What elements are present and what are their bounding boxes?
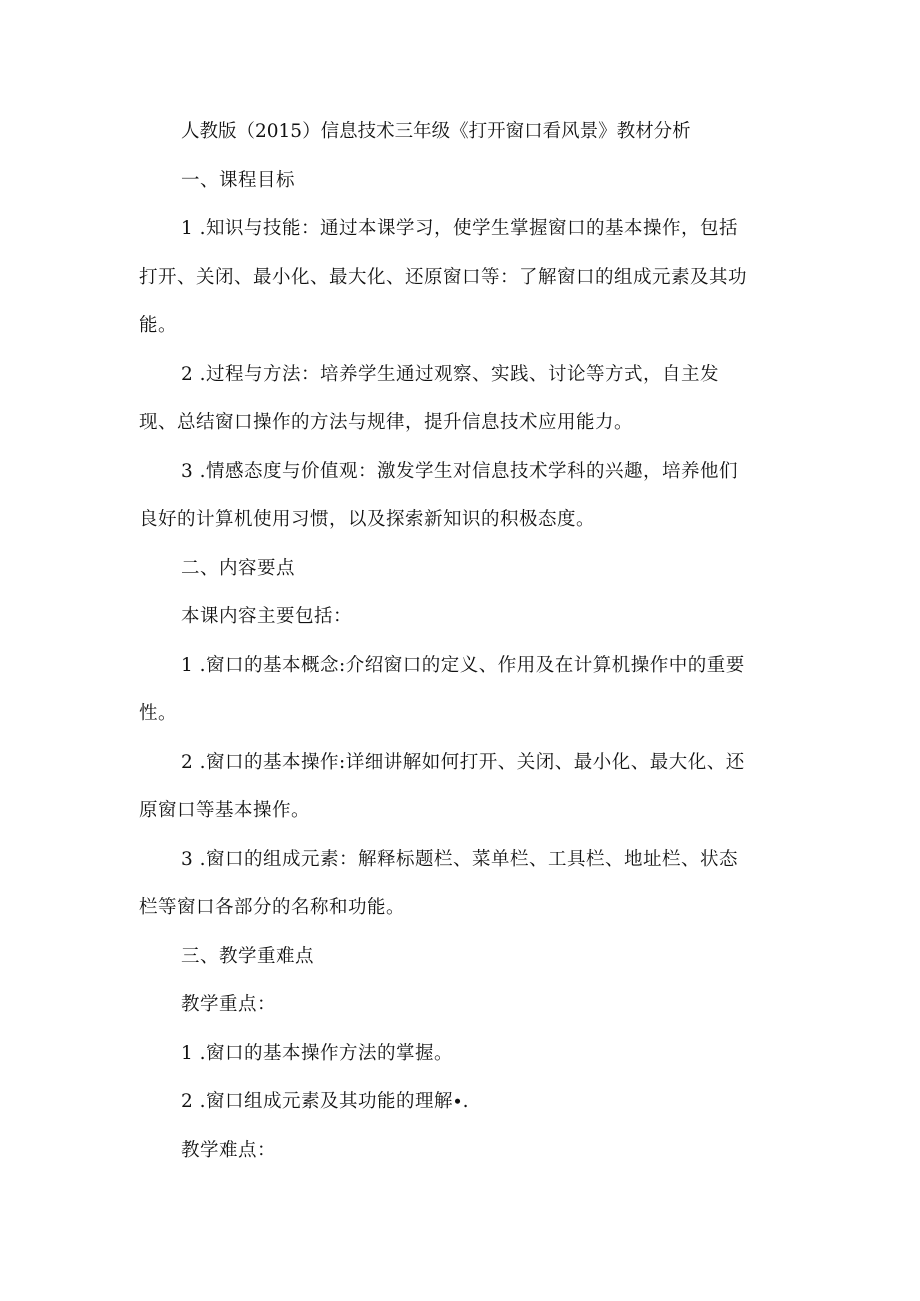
document-title: 人教版（2015）信息技术三年级《打开窗口看风景》教材分析 <box>181 121 691 142</box>
content-2-line-2: 原窗口等基本操作。 <box>139 800 311 821</box>
goal-3-line-2: 良好的计算机使用习惯，以及探索新知识的积极态度。 <box>139 509 596 530</box>
key-point-1: 1 .窗口的基本操作方法的掌握。 <box>181 1042 454 1064</box>
section-heading-content: 二、内容要点 <box>181 557 296 579</box>
section-heading-key-points: 三、教学重难点 <box>181 945 315 967</box>
goal-2-line-2: 现、总结窗口操作的方法与规律，提升信息技术应用能力。 <box>139 412 634 433</box>
goal-1-line-3: 能。 <box>139 315 178 336</box>
content-3-line-2: 栏等窗口各部分的名称和功能。 <box>139 897 406 918</box>
difficult-points-label: 教学难点： <box>181 1139 277 1161</box>
document-body <box>139 108 789 1175</box>
content-1-line-1: 1 .窗口的基本概念:介绍窗口的定义、作用及在计算机操作中的重要 <box>181 654 745 676</box>
content-3-line-1: 3 .窗口的组成元素：解释标题栏、菜单栏、工具栏、地址栏、状态 <box>181 848 739 870</box>
goal-3-line-1: 3 .情感态度与价值观：激发学生对信息技术学科的兴趣，培养他们 <box>181 460 739 482</box>
content-intro: 本课内容主要包括： <box>181 606 353 627</box>
goal-1-line-2: 打开、关闭、最小化、最大化、还原窗口等：了解窗口的组成元素及其功 <box>139 266 748 288</box>
key-points-label: 教学重点： <box>181 994 277 1015</box>
goal-2-line-1: 2 .过程与方法：培养学生通过观察、实践、讨论等方式，自主发 <box>181 363 720 385</box>
goal-1-line-1: 1 .知识与技能：通过本课学习，使学生掌握窗口的基本操作，包括 <box>181 218 739 239</box>
key-point-2: 2 .窗口组成元素及其功能的理解∙. <box>181 1091 469 1112</box>
content-1-line-2: 性。 <box>139 703 178 724</box>
section-heading-goals: 一、课程目标 <box>181 169 296 191</box>
content-2-line-1: 2 .窗口的基本操作:详细讲解如何打开、关闭、最小化、最大化、还 <box>181 751 745 773</box>
